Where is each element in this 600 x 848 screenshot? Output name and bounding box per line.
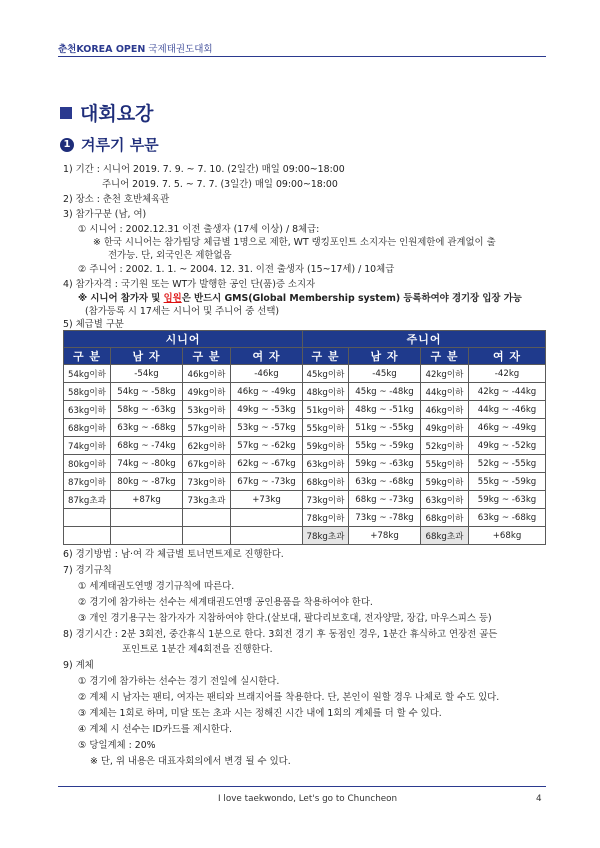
col-header: 여 자	[231, 348, 303, 365]
header-brand: 춘천KOREA OPEN	[58, 44, 146, 55]
table-cell: 49kg이하	[421, 419, 469, 437]
table-cell: 54kg ~ -58kg	[111, 383, 183, 401]
table-cell: +78kg	[349, 527, 421, 545]
table-cell	[64, 509, 111, 527]
table-row	[64, 383, 546, 401]
rules-heading: 7) 경기규칙	[63, 565, 112, 576]
match-time-cont: 포인트로 1분간 제4회전을 진행한다.	[122, 644, 273, 655]
table-cell: 49kg이하	[183, 383, 231, 401]
table-row	[64, 419, 546, 437]
table-cell: 46kg ~ -49kg	[231, 383, 303, 401]
gms-notice-highlight: 임원	[163, 293, 182, 304]
col-header: 남 자	[111, 348, 183, 365]
sub-title	[60, 134, 159, 155]
table-cell: 55kg ~ -59kg	[469, 473, 546, 491]
table-row	[64, 491, 546, 509]
weigh-in-2: ② 계체 시 남자는 팬티, 여자는 팬티와 브래지어를 착용한다. 단, 본인이 원할 경우 나체로 할 수도 있다.	[78, 692, 500, 703]
venue: 2) 장소 : 춘천 호반체육관	[63, 194, 170, 205]
table-cell: 87kg초과	[64, 491, 111, 509]
table-cell: 78kg이하	[303, 509, 349, 527]
table-cell: 58kg이하	[64, 383, 111, 401]
rule-2: ② 경기에 참가하는 선수는 세계태권도연맹 공인용품을 착용하여야 한다.	[78, 597, 373, 608]
table-cell: 44kg이하	[421, 383, 469, 401]
period-senior: 1) 기간 : 시니어 2019. 7. 9. ~ 7. 10. (2일간) 매일 09:00~18:00	[63, 164, 345, 175]
weight-class-table	[63, 330, 546, 545]
table-cell: 87kg이하	[64, 473, 111, 491]
table-cell: 54kg이하	[64, 365, 111, 383]
table-cell: 44kg ~ -46kg	[469, 401, 546, 419]
table-cell: 68kg이하	[64, 419, 111, 437]
number-circle-icon: 1	[60, 138, 74, 152]
table-row	[64, 527, 546, 545]
qualification: 4) 참가자격 : 국기원 또는 WT가 발행한 공인 단(품)증 소지자	[63, 279, 316, 290]
table-cell: 42kg이하	[421, 365, 469, 383]
table-cell: 80kg이하	[64, 455, 111, 473]
table-cell: 51kg ~ -55kg	[349, 419, 421, 437]
table-cell: +68kg	[469, 527, 546, 545]
table-cell: +87kg	[111, 491, 183, 509]
col-header: 구 분	[421, 348, 469, 365]
page-header	[58, 41, 213, 55]
weight-class-heading: 5) 체급별 구분	[63, 319, 124, 330]
table-cell: 57kg이하	[183, 419, 231, 437]
table-row	[64, 455, 546, 473]
table-cell	[111, 509, 183, 527]
table-cell: 63kg이하	[303, 455, 349, 473]
table-cell: 52kg ~ -55kg	[469, 455, 546, 473]
match-time: 8) 경기시간 : 2분 3회전, 중간휴식 1분으로 한다. 3회전 경기 후 동점인 경우, 1분간 휴식하고 연장전 골든	[63, 629, 498, 640]
table-cell: -46kg	[231, 365, 303, 383]
table-cell: 42kg ~ -44kg	[469, 383, 546, 401]
gms-notice	[78, 292, 522, 305]
gms-notice-part2: 은 반드시 GMS(Global Membership system) 등록하여야 경기장 입장 가능	[181, 293, 522, 304]
rule-3: ③ 개인 경기용구는 참가자가 지참하여야 한다.(샅보대, 팔다리보호대, 전자양말, 장갑, 마우스피스 등)	[78, 613, 492, 624]
table-cell: -54kg	[111, 365, 183, 383]
table-cell	[111, 527, 183, 545]
col-header: 남 자	[349, 348, 421, 365]
footer-text: I love taekwondo, Let's go to Chuncheon	[218, 794, 398, 804]
weigh-in-4: ④ 계체 시 선수는 ID카드를 제시한다.	[78, 724, 233, 735]
table-row	[64, 365, 546, 383]
table-cell: 74kg ~ -80kg	[111, 455, 183, 473]
table-cell	[183, 509, 231, 527]
period-junior: 주니어 2019. 7. 5. ~ 7. 7. (3일간) 매일 09:00~18:00	[102, 179, 338, 190]
weigh-in-3: ③ 계체는 1회로 하며, 미달 또는 초과 시는 정해진 시간 내에 1회의 계체를 더 할 수 있다.	[78, 708, 442, 719]
section-title-text: 대회요강	[80, 103, 154, 125]
table-cell	[64, 527, 111, 545]
junior-group-header: 주니어	[303, 331, 546, 348]
table-cell: 63kg ~ -68kg	[111, 419, 183, 437]
table-cell: +73kg	[231, 491, 303, 509]
senior-note: ※ 한국 시니어는 참가팀당 체급별 1명으로 제한, WT 랭킹포인트 소지자는 인원제한에 관계없이 출	[93, 237, 496, 248]
header-rule	[58, 56, 546, 57]
table-cell: 45kg ~ -48kg	[349, 383, 421, 401]
table-cell: 55kg이하	[303, 419, 349, 437]
table-cell: 62kg이하	[183, 437, 231, 455]
table-row	[64, 509, 546, 527]
table-cell: 49kg ~ -52kg	[469, 437, 546, 455]
table-cell: 68kg초과	[421, 527, 469, 545]
table-cell	[231, 527, 303, 545]
table-cell: 62kg ~ -67kg	[231, 455, 303, 473]
table-cell: 45kg이하	[303, 365, 349, 383]
table-cell: 57kg ~ -62kg	[231, 437, 303, 455]
table-cell: 52kg이하	[421, 437, 469, 455]
table-cell: -42kg	[469, 365, 546, 383]
table-cell: 53kg ~ -57kg	[231, 419, 303, 437]
table-cell: 55kg ~ -59kg	[349, 437, 421, 455]
table-cell: 68kg ~ -74kg	[111, 437, 183, 455]
table-cell: 80kg ~ -87kg	[111, 473, 183, 491]
table-cell: 48kg ~ -51kg	[349, 401, 421, 419]
table-cell: 59kg이하	[421, 473, 469, 491]
junior-eligibility: ② 주니어 : 2002. 1. 1. ~ 2004. 12. 31. 이전 출생자 (15~17세) / 10체급	[78, 264, 395, 275]
header-title: 국제태권도대회	[148, 44, 213, 55]
table-cell: 74kg이하	[64, 437, 111, 455]
table-cell: 58kg ~ -63kg	[111, 401, 183, 419]
col-header: 구 분	[64, 348, 111, 365]
table-cell: 46kg이하	[183, 365, 231, 383]
table-cell: 68kg이하	[421, 509, 469, 527]
registration-note: (참가등록 시 17세는 시니어 및 주니어 중 선택)	[85, 306, 280, 317]
table-cell: 73kg ~ -78kg	[349, 509, 421, 527]
table-cell: 51kg이하	[303, 401, 349, 419]
table-cell: 67kg ~ -73kg	[231, 473, 303, 491]
weigh-in-1: ① 경기에 참가하는 선수는 경기 전일에 실시한다.	[78, 676, 280, 687]
col-header: 여 자	[469, 348, 546, 365]
table-cell: 59kg ~ -63kg	[469, 491, 546, 509]
col-header: 구 분	[303, 348, 349, 365]
table-cell: 53kg이하	[183, 401, 231, 419]
rule-1: ① 세계태권도연맹 경기규칙에 따른다.	[78, 581, 235, 592]
gms-notice-part1: ※ 시니어 참가자 및	[78, 293, 164, 304]
table-cell: -45kg	[349, 365, 421, 383]
senior-note-cont: 전가능. 단, 외국인은 제한없음	[108, 250, 232, 261]
table-cell: 49kg ~ -53kg	[231, 401, 303, 419]
table-cell: 73kg초과	[183, 491, 231, 509]
table-row	[64, 401, 546, 419]
table-row	[64, 473, 546, 491]
page-number: 4	[536, 794, 542, 804]
table-cell: 73kg이하	[303, 491, 349, 509]
senior-group-header: 시니어	[64, 331, 303, 348]
table-cell: 68kg이하	[303, 473, 349, 491]
sub-title-text: 겨루기 부문	[81, 136, 159, 154]
footer-rule	[58, 786, 546, 787]
weigh-in-5: ⑤ 당일계체 : 20%	[78, 740, 156, 751]
table-cell: 68kg ~ -73kg	[349, 491, 421, 509]
change-notice: ※ 단, 위 내용은 대표자회의에서 변경 될 수 있다.	[90, 756, 291, 767]
table-cell: 63kg이하	[64, 401, 111, 419]
table-cell: 67kg이하	[183, 455, 231, 473]
table-cell: 55kg이하	[421, 455, 469, 473]
weigh-in-heading: 9) 계체	[63, 660, 94, 671]
match-method: 6) 경기방법 : 남·여 각 체급별 토너먼트제로 진행한다.	[63, 549, 284, 560]
col-header: 구 분	[183, 348, 231, 365]
square-bullet-icon	[60, 107, 72, 119]
table-cell: 46kg ~ -49kg	[469, 419, 546, 437]
table-cell: 63kg이하	[421, 491, 469, 509]
table-cell	[183, 527, 231, 545]
table-cell: 73kg이하	[183, 473, 231, 491]
table-cell: 59kg ~ -63kg	[349, 455, 421, 473]
table-cell	[231, 509, 303, 527]
table-cell: 46kg이하	[421, 401, 469, 419]
section-title	[60, 99, 153, 126]
category: 3) 참가구분 (남, 여)	[63, 209, 147, 220]
table-cell: 59kg이하	[303, 437, 349, 455]
table-row	[64, 437, 546, 455]
table-cell: 63kg ~ -68kg	[469, 509, 546, 527]
table-cell: 78kg초과	[303, 527, 349, 545]
table-cell: 48kg이하	[303, 383, 349, 401]
senior-eligibility: ① 시니어 : 2002.12.31 이전 출생자 (17세 이상) / 8체급:	[78, 224, 320, 235]
table-cell: 63kg ~ -68kg	[349, 473, 421, 491]
